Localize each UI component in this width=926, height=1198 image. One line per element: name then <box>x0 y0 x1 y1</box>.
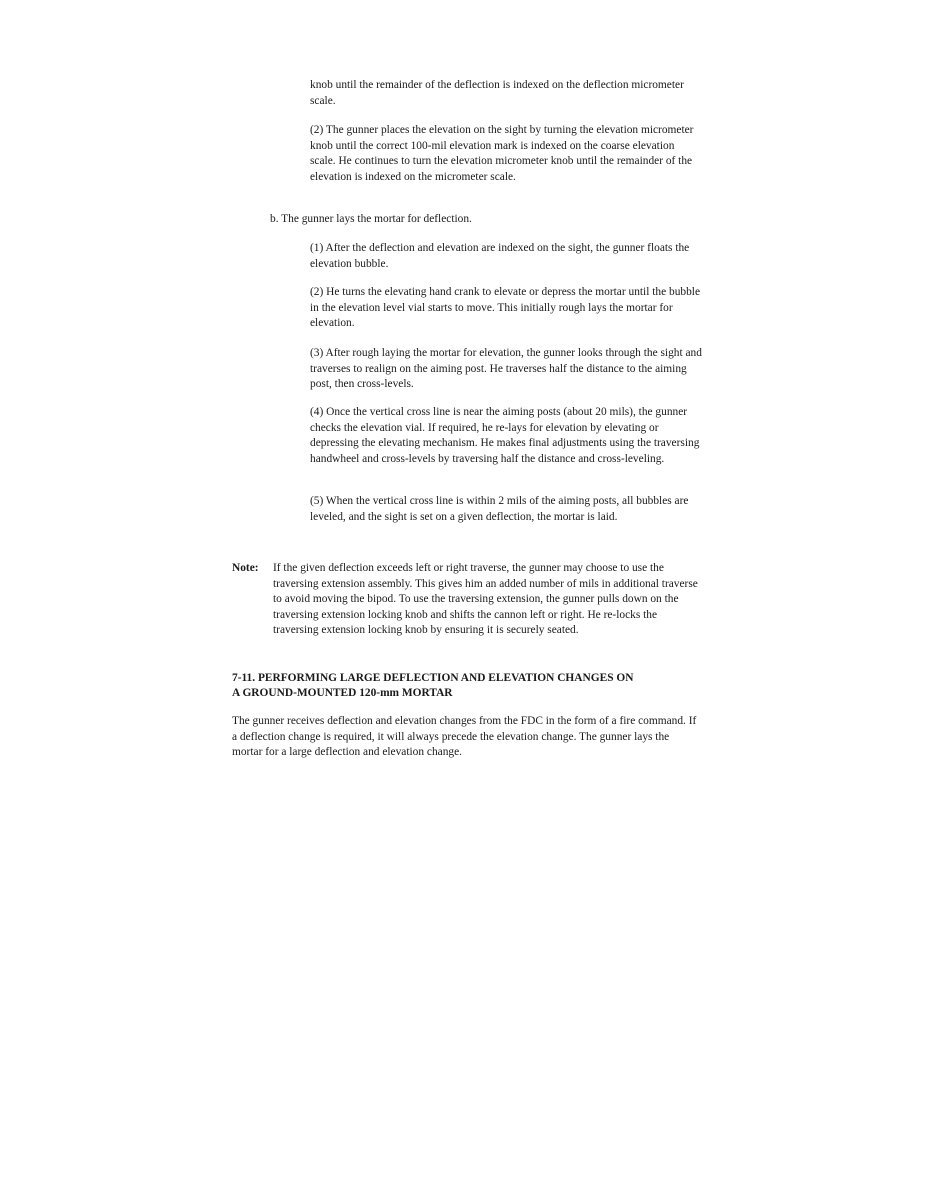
section-body: The gunner receives deflection and elevation changes from the FDC in the form of a fire command. If a deflection change is required, it will always precede the elevation change. The gunner lays the mortar for a large deflection and elevation change. <box>232 715 697 759</box>
paragraph-step-b: b. The gunner lays the mortar for deflection. <box>270 213 472 225</box>
note-text: If the given deflection exceeds left or right traverse, the gunner may choose to use the traversing extension assembly. This gives him an added number of mils in additional traverse to avoid moving the bipod. To use the traversing extension, the gunner pulls down on the traversing extension locking knob and shifts the cannon left or right. He re-locks the traversing extension locking knob by ensuring it is securely seated. <box>273 562 698 637</box>
paragraph-continued: knob until the remainder of the deflection is indexed on the deflection micrometer scale. <box>310 79 684 107</box>
section-heading <box>232 671 702 700</box>
paragraph-step-b5: (5) When the vertical cross line is within 2 mils of the aiming posts, all bubbles are leveled, and the sight is set on a given deflection, the mortar is laid. <box>310 495 689 523</box>
section-heading-line1: 7-11. PERFORMING LARGE DEFLECTION AND ELEVATION CHANGES ON <box>232 672 634 684</box>
paragraph-step-b1: (1) After the deflection and elevation are indexed on the sight, the gunner floats the elevation bubble. <box>310 242 690 270</box>
paragraph-step-b2: (2) He turns the elevating hand crank to elevate or depress the mortar until the bubble in the elevation level vial starts to move. This initially rough lays the mortar for elevation. <box>310 286 700 330</box>
section-heading-line2: A GROUND-MOUNTED 120-mm MORTAR <box>232 686 453 699</box>
note-label: Note: <box>232 562 259 574</box>
paragraph-step-a2: (2) The gunner places the elevation on the sight by turning the elevation micrometer knob until the correct 100-mil elevation mark is indexed on the coarse elevation scale. He continues to turn the elevation micrometer knob until the remainder of the elevation is indexed on the micrometer scale. <box>310 124 694 183</box>
paragraph-step-b3: (3) After rough laying the mortar for elevation, the gunner looks through the sight and traverses to realign on the aiming post. He traverses half the distance to the aiming post, then cross-levels. <box>310 347 702 391</box>
paragraph-step-b4: (4) Once the vertical cross line is near the aiming posts (about 20 mils), the gunner checks the elevation vial. If required, he re-lays for elevation by elevating or depressing the elevating mechanism. He makes final adjustments using the traversing handwheel and cross-levels by traversing half the distance and cross-leveling. <box>310 406 700 465</box>
note-block <box>232 561 702 653</box>
